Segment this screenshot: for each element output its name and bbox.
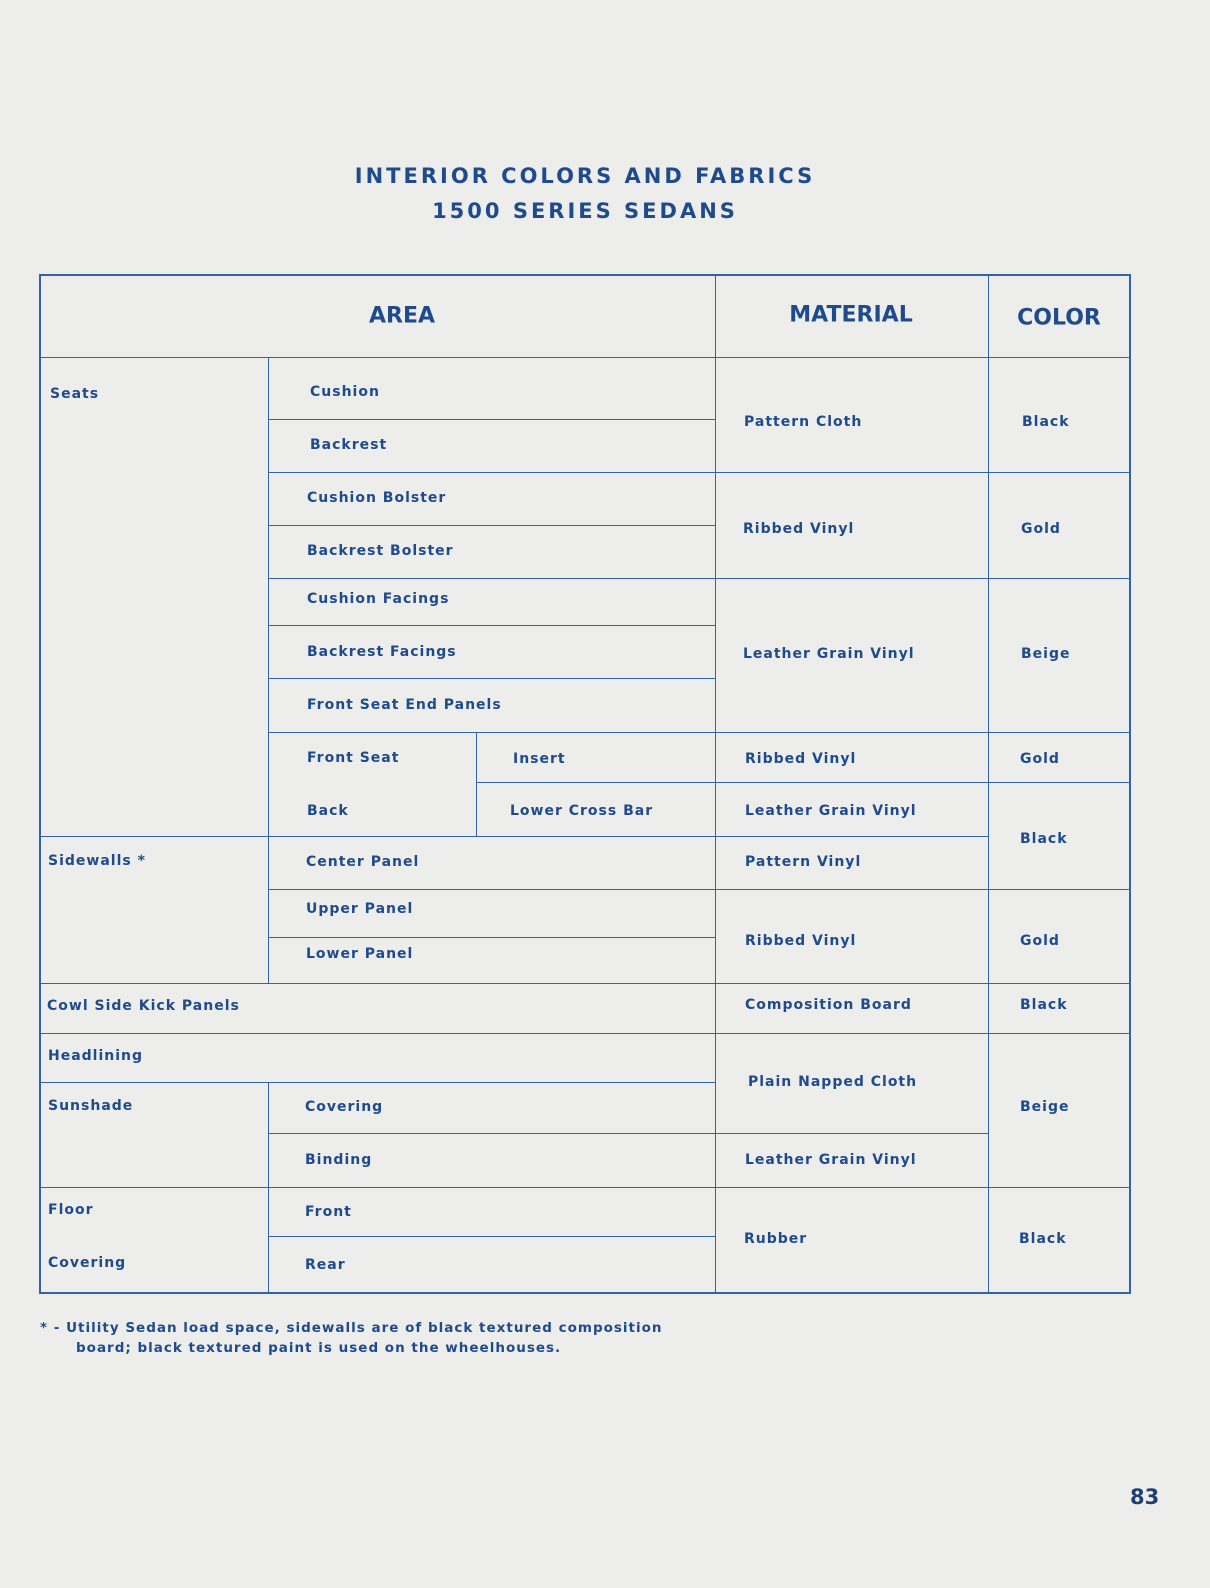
group-sidewalls: Sidewalls * [48, 853, 146, 869]
part-backrest-bolster: Backrest Bolster [307, 543, 454, 559]
row-rule [39, 983, 1131, 984]
title-line-1: INTERIOR COLORS AND FABRICS [354, 164, 816, 188]
row-rule [268, 472, 1131, 473]
row-rule [268, 889, 1131, 890]
material-cell: Pattern Vinyl [745, 854, 862, 870]
part-cushion: Cushion [310, 384, 380, 400]
row-rule [268, 419, 715, 420]
part-backrest-facings: Backrest Facings [307, 644, 457, 660]
material-cell: Composition Board [745, 997, 912, 1013]
row-rule [39, 1082, 715, 1083]
part-rear: Rear [305, 1257, 346, 1273]
color-cell: Black [1019, 1231, 1067, 1247]
color-cell: Black [1022, 414, 1070, 430]
material-cell: Rubber [744, 1231, 808, 1247]
color-cell: Gold [1021, 521, 1061, 537]
footnote [40, 1318, 663, 1358]
divider-group-part-lower [268, 1082, 269, 1294]
material-cell: Ribbed Vinyl [745, 751, 857, 767]
group-seats: Seats [50, 386, 100, 402]
row-rule [268, 732, 1131, 733]
part-front-seat: Front Seat [307, 750, 400, 766]
row-rule [268, 937, 715, 938]
part-upper-panel: Upper Panel [306, 901, 414, 917]
part-cushion-bolster: Cushion Bolster [307, 490, 447, 506]
part-lower-panel: Lower Panel [306, 946, 414, 962]
color-cell: Beige [1021, 646, 1071, 662]
header-material: MATERIAL [789, 302, 913, 328]
part-cushion-facings: Cushion Facings [307, 591, 450, 607]
material-cell: Ribbed Vinyl [743, 521, 855, 537]
row-rule [268, 1133, 988, 1134]
color-cell: Black [1020, 997, 1068, 1013]
material-cell: Leather Grain Vinyl [745, 803, 917, 819]
color-cell: Beige [1020, 1099, 1070, 1115]
material-cell: Plain Napped Cloth [748, 1074, 918, 1090]
row-rule [476, 782, 1131, 783]
group-headlining: Headlining [48, 1048, 144, 1064]
row-rule [39, 1033, 1131, 1034]
row-rule [268, 678, 715, 679]
footnote-line-2: board; black textured paint is used on the wheelhouses. [76, 1340, 562, 1356]
group-cowl-side-kick-panels: Cowl Side Kick Panels [47, 998, 240, 1014]
material-cell: Leather Grain Vinyl [743, 646, 915, 662]
color-cell: Black [1020, 831, 1068, 847]
footnote-line-1: * - Utility Sedan load space, sidewalls are of black textured composition [40, 1320, 663, 1336]
header-color: COLOR [1017, 305, 1101, 331]
part-insert: Insert [513, 751, 566, 767]
part-backrest: Backrest [310, 437, 388, 453]
part-sunshade-covering: Covering [305, 1099, 384, 1115]
part-front: Front [305, 1204, 352, 1220]
part-center-panel: Center Panel [306, 854, 420, 870]
material-cell: Leather Grain Vinyl [745, 1152, 917, 1168]
material-cell: Pattern Cloth [744, 414, 863, 430]
table-border [39, 274, 1131, 1294]
material-cell: Ribbed Vinyl [745, 933, 857, 949]
part-lower-cross-bar: Lower Cross Bar [510, 803, 654, 819]
row-rule [39, 1187, 1131, 1188]
header-rule [39, 357, 1131, 358]
row-rule [268, 1236, 715, 1237]
color-cell: Gold [1020, 933, 1060, 949]
group-floor-covering: Covering [48, 1255, 127, 1271]
group-floor: Floor [48, 1202, 94, 1218]
part-front-seat-end-panels: Front Seat End Panels [307, 697, 502, 713]
page-number: 83 [1130, 1485, 1160, 1509]
row-rule [39, 836, 988, 837]
part-binding: Binding [305, 1152, 373, 1168]
title-line-2: 1500 SERIES SEDANS [432, 199, 738, 223]
row-rule [268, 625, 715, 626]
row-rule [268, 578, 1131, 579]
divider-material-color [988, 274, 989, 1294]
part-back: Back [307, 803, 349, 819]
divider-front-seat-sub [476, 732, 477, 836]
group-sunshade: Sunshade [48, 1098, 134, 1114]
divider-area-material [715, 274, 716, 1294]
row-rule [268, 525, 715, 526]
color-cell: Gold [1020, 751, 1060, 767]
header-area: AREA [368, 303, 436, 329]
